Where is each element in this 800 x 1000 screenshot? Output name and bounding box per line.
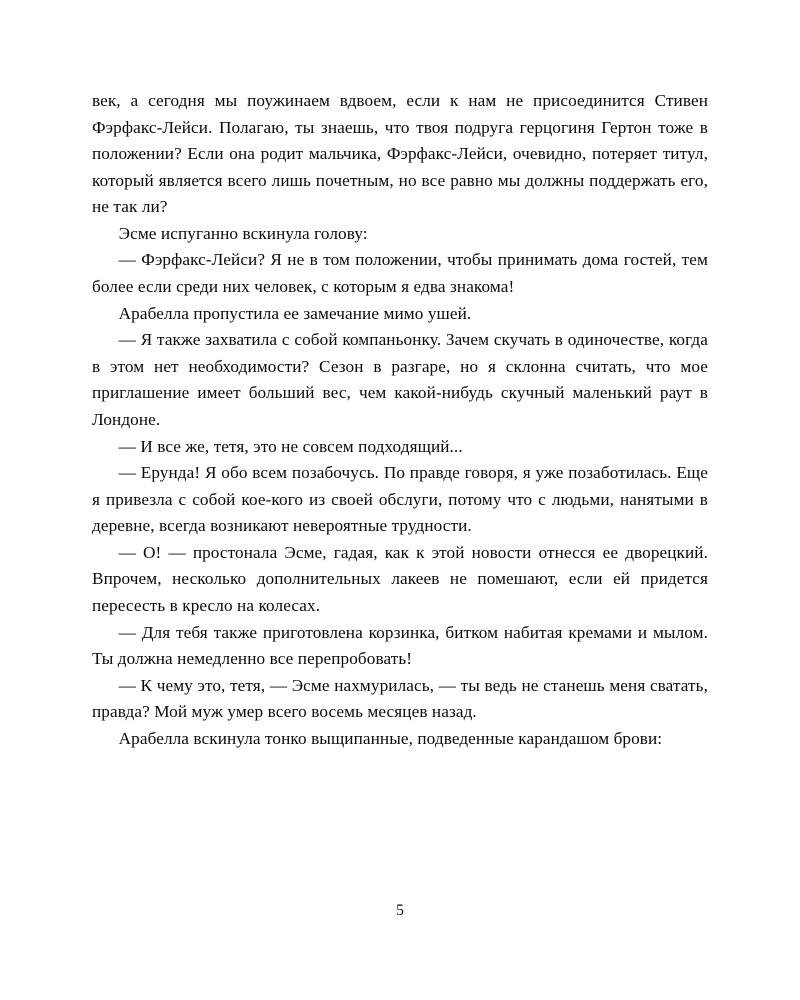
paragraph: век, а сегодня мы поужинаем вдвоем, если к нам не присоединится Стивен Фэрфакс-Лейси. Полагаю, ты знаешь, что твоя подруга герцогиня Гертон тоже в положении? Если она родит мальчика, Фэрфакс-Лейси, очевидно, потеряет титул, который является всего лишь почетным, но все равно мы должны поддержать его, не так ли? xyxy=(92,91,708,217)
paragraph: — К чему это, тетя, — Эсме нахмурилась, — ты ведь не станешь меня сватать, правда? Мой муж умер всего восемь месяцев назад. xyxy=(92,675,708,722)
paragraph: Арабелла пропустила ее замечание мимо ушей. xyxy=(118,303,472,323)
paragraph: — Фэрфакс-Лейси? Я не в том положении, чтобы принимать дома гостей, тем более если среди них человек, с которым я едва знакома! xyxy=(92,250,708,297)
page-body xyxy=(92,88,708,752)
paragraph: — Я также захватила с собой компаньонку. Зачем скучать в одиночестве, когда в этом нет необходимости? Сезон в разгаре, но я склонна считать, что мое приглашение имеет больший вес, чем какой-нибудь скучный маленький раут в Лондоне. xyxy=(92,330,708,429)
page-number: 5 xyxy=(396,902,404,919)
paragraph: — О! — простонала Эсме, гадая, как к этой новости отнесся ее дворецкий. Впрочем, несколько дополнительных лакеев не помешают, если ей придется пересесть в кресло на колесах. xyxy=(92,542,708,615)
paragraph: — Ерунда! Я обо всем позабочусь. По правде говоря, я уже позаботилась. Еще я привезла с собой кое-кого из своей обслуги, потому что с людьми, нанятыми в деревне, всегда возникают невероятные трудности. xyxy=(92,463,708,536)
paragraph: Арабелла вскинула тонко выщипанные, подведенные карандашом брови: xyxy=(118,728,663,748)
paragraph: — Для тебя также приготовлена корзинка, битком набитая кремами и мылом. Ты должна немедленно все перепробовать! xyxy=(92,622,708,669)
paragraph: — И все же, тетя, это не совсем подходящий... xyxy=(118,436,463,456)
paragraph: Эсме испуганно вскинула голову: xyxy=(118,223,368,243)
